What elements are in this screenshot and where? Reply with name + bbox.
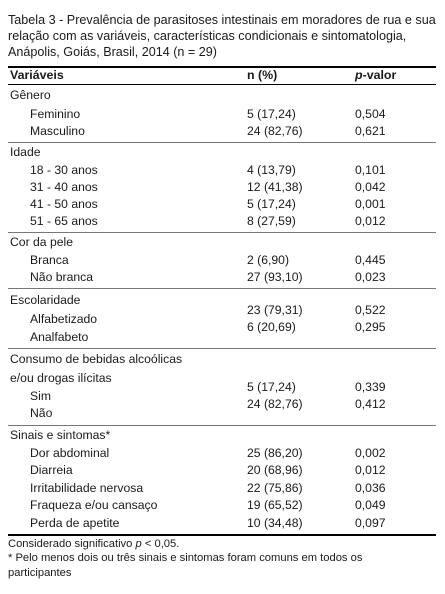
row-label: Fraqueza e/ou cansaço: [30, 498, 158, 512]
group-title-idade: Idade: [10, 145, 41, 159]
row-n: 23 (79,31): [247, 303, 303, 317]
row-n: 6 (20,69): [247, 320, 296, 334]
header-n: n (%): [247, 68, 278, 82]
row-n: 25 (86,20): [247, 446, 303, 460]
row-p: 0,002: [355, 446, 386, 460]
table-bottom-rule: [8, 534, 436, 536]
divider-idade: [8, 232, 436, 233]
row-n: 27 (93,10): [247, 270, 303, 284]
row-n: 5 (17,24): [247, 197, 296, 211]
row-n: 8 (27,59): [247, 214, 296, 228]
header-bottom-rule: [8, 84, 436, 85]
row-label: Diarreia: [30, 463, 73, 477]
row-label: Branca: [30, 253, 69, 267]
row-label: 31 - 40 anos: [30, 180, 98, 194]
row-label: 18 - 30 anos: [30, 163, 98, 177]
row-label: Masculino: [30, 124, 85, 138]
row-label: 51 - 65 anos: [30, 214, 98, 228]
divider-consumo: [8, 425, 436, 426]
row-n: 12 (41,38): [247, 180, 303, 194]
row-p: 0,001: [355, 197, 386, 211]
group-title-sinais: Sinais e sintomas*: [10, 428, 111, 442]
row-p: 0,012: [355, 214, 386, 228]
footnote-sig-prefix: Considerado significativo: [8, 538, 136, 550]
row-n: 5 (17,24): [247, 380, 296, 394]
row-label: Perda de apetite: [30, 516, 120, 530]
table-caption: Tabela 3 - Prevalência de parasitoses intestinais em moradores de rua e sua relação com as variáveis, características condicionais e sintomatologia, Anápolis, Goiás, Brasil, 2014 (n = 29): [8, 13, 436, 59]
row-p: 0,295: [355, 320, 386, 334]
row-label: Não: [30, 406, 53, 420]
row-p: 0,097: [355, 516, 386, 530]
row-p: 0,023: [355, 270, 386, 284]
row-label: Alfabetizado: [30, 312, 98, 326]
footnote-asterisk: * Pelo menos dois ou três sinais e sintomas foram comuns em todos os participantes: [8, 552, 363, 579]
footnote-sig-p: p: [135, 538, 142, 550]
row-n: 10 (34,48): [247, 516, 303, 530]
row-label: Analfabeto: [30, 330, 89, 344]
footnote-significance: [8, 537, 428, 552]
row-label: Dor abdominal: [30, 446, 110, 460]
header-p-suffix: -valor: [362, 68, 397, 82]
row-n: 22 (75,86): [247, 481, 303, 495]
row-n: 5 (17,24): [247, 107, 296, 121]
row-p: 0,504: [355, 107, 386, 121]
row-n: 24 (82,76): [247, 397, 303, 411]
row-p: 0,522: [355, 303, 386, 317]
group-title-consumo-line2: e/ou drogas ilícitas: [10, 371, 112, 385]
divider-escolaridade: [8, 348, 436, 349]
group-title-escolaridade: Escolaridade: [10, 293, 81, 307]
row-p: 0,101: [355, 163, 386, 177]
row-p: 0,012: [355, 463, 386, 477]
row-label: Irritabilidade nervosa: [30, 481, 144, 495]
divider-genero: [8, 142, 436, 143]
row-label: Sim: [30, 389, 51, 403]
row-n: 4 (13,79): [247, 163, 296, 177]
divider-cor: [8, 288, 436, 289]
row-n: 2 (6,90): [247, 253, 290, 267]
header-p-valor: [355, 68, 396, 83]
footnote-sig-suffix: < 0,05.: [141, 538, 180, 550]
row-p: 0,621: [355, 124, 386, 138]
group-title-cor-da-pele: Cor da pele: [10, 235, 74, 249]
row-n: 24 (82,76): [247, 124, 303, 138]
row-label: 41 - 50 anos: [30, 197, 98, 211]
row-n: 20 (68,96): [247, 463, 303, 477]
header-variaveis: Variáveis: [10, 68, 64, 82]
row-label: Não branca: [30, 270, 94, 284]
row-p: 0,042: [355, 180, 386, 194]
row-p: 0,412: [355, 397, 386, 411]
row-p: 0,049: [355, 498, 386, 512]
group-title-genero: Gênero: [10, 88, 51, 102]
row-p: 0,036: [355, 481, 386, 495]
row-label: Feminino: [30, 107, 81, 121]
row-p: 0,339: [355, 380, 386, 394]
row-n: 19 (65,52): [247, 498, 303, 512]
group-title-consumo-line1: Consumo de bebidas alcoólicas: [10, 352, 183, 366]
row-p: 0,445: [355, 253, 386, 267]
header-p-letter: p: [355, 68, 363, 82]
